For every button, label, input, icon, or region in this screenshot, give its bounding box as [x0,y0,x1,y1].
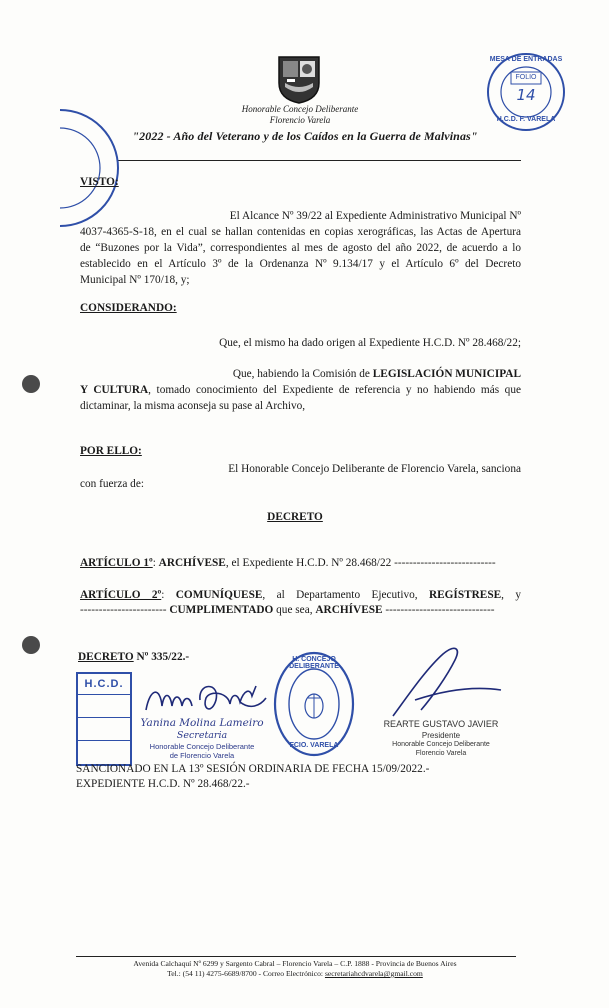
considerando-p1: Que, el mismo ha dado origen al Expediente H.C.D. Nº 28.468/22; [219,337,521,349]
articulo-2-mid1: , al Departamento Ejecutivo, [262,589,429,601]
decreto-number-value: Nº 335/22.- [133,651,190,663]
punch-hole-bottom [22,636,40,654]
header-divider [118,160,521,161]
visto-line-2: 4037-4365-S-18, en el cual se hallan contenidas en copias xerográficas, las Actas de Apertura [80,226,521,238]
president-body: Honorable Concejo Deliberante [392,741,490,748]
articulo-2-label: ARTÍCULO 2º [80,589,162,601]
articulo-2-mid3: que sea, [273,604,316,616]
hcd-stamp-box [76,672,132,766]
header-motto: "2022 - Año del Veterano y de los Caídos en la Guerra de Malvinas" [132,129,478,143]
considerando-p2-rest: , tomado conocimiento del Expediente de referencia y no habiendo más que [148,384,521,396]
visto-label: VISTO: [80,176,119,188]
articulo-1-label: ARTÍCULO 1º [80,557,153,569]
hcd-stamp-row [78,695,130,718]
articulo-2-comuniquese: COMUNÍQUESE [175,589,263,601]
entry-stamp-ring-text: MESA DE ENTRADAS [489,56,563,63]
articulo-2-mid2: , y [501,589,522,601]
hcd-stamp-label: H.C.D. [78,674,130,695]
articulo-2-dashes-left: ----------------------- [80,604,167,616]
footer-email-link[interactable]: secretariahcdvarela@gmail.com [324,969,423,978]
por-ello-line1: El Honorable Concejo Deliberante de Florencio Varela, sanciona [228,463,521,475]
left-partial-stamp [60,108,120,228]
footer-contact [60,969,530,978]
hcd-stamp-row [78,718,130,741]
considerando-p2-line3: dictaminar, la misma aconseja su pase al Archivo, [80,400,306,412]
visto-line-4: establecido en el Artículo 3º de la Ordenanza Nº 9.134/17 y el Artículo 6º del Decreto [80,258,521,270]
considerando-p2-line2 [80,382,521,398]
council-seal-bottom-text: FCIO. VARELA [289,742,339,749]
considerando-label: CONSIDERANDO: [80,302,177,314]
articulo-2-line2 [80,602,521,618]
entry-stamp-folio-number: 14 [516,86,536,104]
por-ello-line2: con fuerza de: [80,478,144,490]
considerando-p2-start: Que, habiendo la Comisión de [232,368,373,380]
articulo-1-rest: , el Expediente H.C.D. Nº 28.468/22 --------------------------- [225,557,496,569]
president-role: Presidente [421,731,461,740]
footer-address: Avenida Calchaquí Nº 6299 y Sargento Cabral – Florencio Varela – C.P. 1888 - Provincia de Buenos Aires [133,959,457,968]
articulo-2-archivese: ARCHÍVESE [315,604,383,616]
visto-line-3: de “Buzones por la Vida”, correspondientes al mes de agosto del año 2022, de acuerdo a lo [80,242,521,254]
president-name: REARTE GUSTAVO JAVIER [383,719,499,729]
president-city: Florencio Varela [415,750,467,757]
articulo-2-colon: : [161,589,176,601]
footer-phone: Tel.: (54 11) 4275-6689/8700 - Correo Electrónico: [167,969,325,978]
punch-hole-top [22,375,40,393]
secretary-body: Honorable Concejo Deliberante [149,742,255,751]
sancion-line1: SANCIONADO EN LA 13º SESIÓN ORDINARIA DE FECHA 15/09/2022.- [76,763,430,775]
articulo-1-action: ARCHÍVESE [158,557,226,569]
decreto-title: DECRETO [267,511,323,523]
header-city: Florencio Varela [269,115,331,125]
articulo-1 [80,555,521,571]
footer-divider [76,956,516,957]
articulo-2-cumplimentado: CUMPLIMENTADO [169,604,274,616]
secretary-signature [140,680,270,720]
council-seal [272,650,356,758]
considerando-p2-line1 [160,366,521,382]
entry-stamp [484,50,568,134]
secretary-city: de Florencio Varela [169,751,235,760]
header-institution: Honorable Concejo Deliberante [241,104,359,114]
secretary-name: Yanina Molina Lameiro [140,717,264,729]
visto-line-1: El Alcance Nº 39/22 al Expediente Administrativo Municipal Nº [229,210,521,222]
considerando-p2-commission-rest: Y CULTURA [80,384,149,396]
decreto-number [78,649,189,665]
articulo-2-line1 [80,587,521,603]
articulo-2-registrese: REGÍSTRESE [428,589,502,601]
council-seal-ring-text: H. CONCEJO DELIBERANTE [289,656,339,670]
decreto-number-label: DECRETO [78,651,134,663]
secretary-role: Secretaria [176,730,228,741]
articulo-2-dashes-right: ----------------------------- [382,604,495,616]
por-ello-label: POR ELLO: [80,445,142,457]
sancion-line2: EXPEDIENTE H.C.D. Nº 28.468/22.- [76,778,250,790]
president-signature [385,640,505,720]
entry-stamp-folio-label: FOLIO [515,74,537,81]
council-logo [277,55,321,105]
visto-line-5: Municipal Nº 170/18, y; [80,274,190,286]
considerando-p2-commission: LEGISLACIÓN MUNICIPAL [372,368,521,380]
articulo-1-colon: : [152,557,159,569]
entry-stamp-bottom-text: H.C.D. F. VARELA [496,116,556,123]
